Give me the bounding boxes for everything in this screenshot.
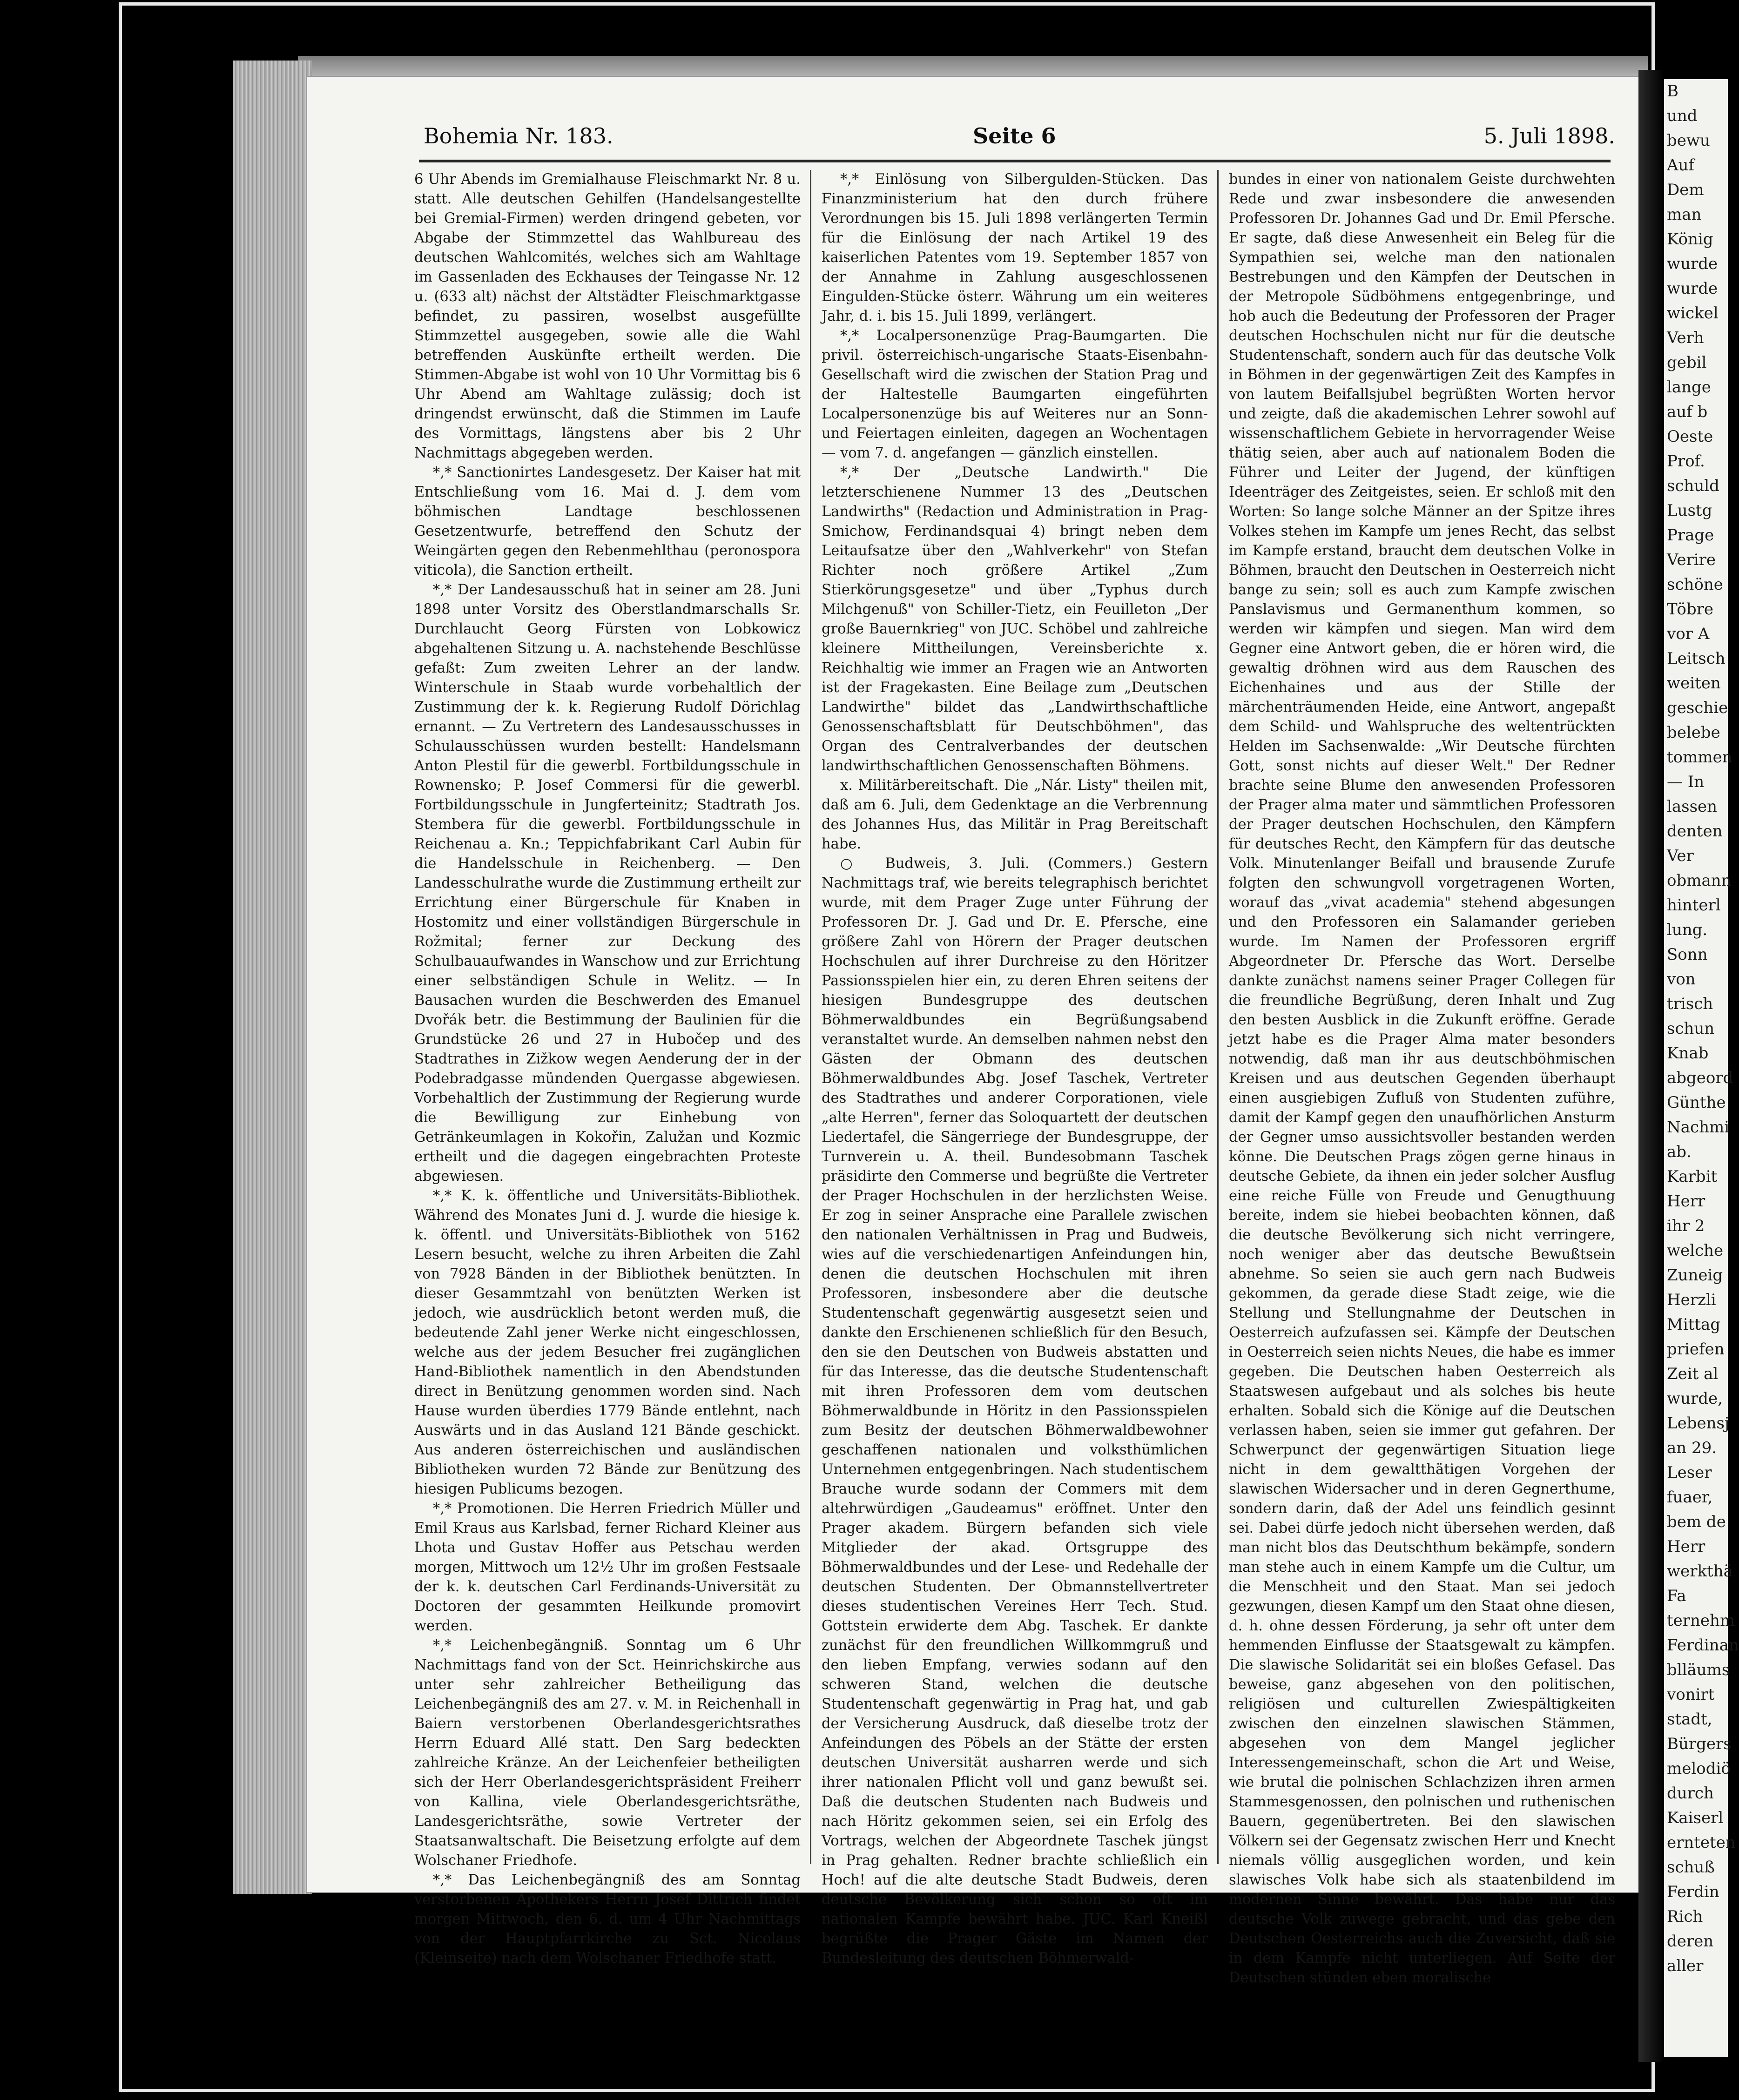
adjacent-page-line: an 29. [1667,1439,1717,1457]
adjacent-page-line: Kaiserl [1667,1809,1724,1827]
text-column-3 [1229,170,1615,1986]
adjacent-page-line: Leitsch [1667,649,1726,668]
adjacent-page-line: und [1667,107,1698,125]
page-stack-left-edge [233,61,312,1894]
adjacent-page-line: wickel [1667,304,1719,323]
adjacent-page-line: vonirt [1667,1685,1715,1704]
adjacent-page-line: Sonn [1667,945,1708,964]
article-promotionen: *,* Promotionen. Die Herren Friedrich Müller und Emil Kraus aus Karlsbad, ferner Richard Kleiner aus Lhota und Gustav Hoffer aus Petschau werden morgen, Mittwoch um 12½ Uhr im großen Festsaale der k. k. deutschen Carl Ferdinands-Universität zu Doctoren der gesammten Heilkunde promovirt werden. [414,1501,801,1634]
adjacent-page-line: schöne [1667,575,1723,594]
page-header [424,123,1615,156]
adjacent-page-line: schuld [1667,477,1719,495]
adjacent-page-line: wurde [1667,279,1718,298]
adjacent-page-line: Nachmi [1667,1118,1730,1137]
adjacent-page-line: belebe [1667,723,1720,742]
adjacent-page-line: welche [1667,1241,1724,1260]
adjacent-page-line: Zeit al [1667,1365,1719,1383]
adjacent-page-line: Karbit [1667,1167,1718,1186]
adjacent-page-line: Herr [1667,1537,1705,1556]
adjacent-page-line: deren [1667,1932,1714,1951]
article-universitaets-bibliothek: *,* K. k. öffentliche und Universitäts-Bibliothek. Während des Monates Juni d. J. wurde die hiesige k. k. öffentl. und Universitäts-Bibliothek von 5162 Lesern besucht, welche zu ihren Arbeiten die Zahl von 7928 Bänden in der Bibliothek benützten. In dieser Gesammtzahl von benützten Werken ist jedoch, wie ausdrücklich betont werden muß, die bedeutende Zahl jener Werke nicht eingeschlossen, welche aus der jedem Besucher frei zugänglichen Hand-Bibliothek namentlich in den Abendstunden direct in Benützung genommen worden sind. Nach Hause wurden überdies 1779 Bände entlehnt, nach Auswärts und in das Ausland 121 Bände geschickt. Aus anderen österreichischen und ausländischen Bibliotheken wurden 72 Bände zur Benützung des hiesigen Publicums bezogen. [414,1188,801,1497]
book-gutter [1638,70,1664,2062]
adjacent-page-line: Dem [1667,181,1704,199]
adjacent-page-line: Herr [1667,1192,1705,1211]
adjacent-page-line: König [1667,230,1713,249]
adjacent-page-line: von [1667,970,1696,989]
adjacent-page-line: Rich [1667,1907,1703,1926]
adjacent-page-line: ihr 2 [1667,1217,1705,1235]
header-publication-issue: Bohemia Nr. 183. [424,123,613,148]
adjacent-page-line: melodiö [1667,1759,1731,1778]
adjacent-page-line: abgeord [1667,1069,1733,1087]
article-budweis-commers: ○ Budweis, 3. Juli. (Commers.) Gestern Nachmittags traf, wie bereits telegraphisch berichtet wurde, mit dem Prager Zuge unter Führung der Professoren Dr. J. Gad und Dr. E. Pfersche, eine größere Zahl von Hörern der Prager deutschen Hochschulen auf ihrer Durchreise zu den Höritzer Passionsspielen hier ein, zu deren Ehren seitens der hiesigen Bundesgruppe des deutschen Böhmerwaldbundes ein Begrüßungsabend veranstaltet wurde. An demselben nahmen nebst den Gästen der Obmann des deutschen Böhmerwaldbundes Abg. Josef Taschek, Vertreter des Stadtrathes und anderer Corporationen, viele „alte Herren", ferner das Soloquartett der deutschen Liedertafel, die Sängerriege der Bundesgruppe, der Turnverein u. A. theil. Bundesobmann Taschek präsidirte den Commerse und begrüßte die Vertreter der Prager Hochschulen in der herzlichsten Weise. Er zog in seiner Ansprache eine Parallele zwischen den nationalen Verhältnissen in Prag und Budweis, wies auf die verschiedenartigen Anfeindungen hin, denen die deutschen Hochschulen mit ihren Professoren, insbesondere aber die deutsche Studentenschaft gegenwärtig ausgesetzt seien und dankte den Erschienenen schließlich für den Besuch, den sie den Deutschen von Budweis abstatten und für das Interesse, das die deutsche Studentenschaft mit ihren Professoren dem vom deutschen Böhmerwaldbunde in Höritz in den Passionsspielen zum Besitz der deutschen Böhmerwaldbewohner geschaffenen nationalen und volksthümlichen Unternehmen entgegenbringen. Nach studentischem Brauche wurde sodann der Commers mit dem altehrwürdigen „Gaudeamus" eröffnet. Unter den Prager akadem. Bürgern befanden sich viele Mitglieder der akad. Ortsgruppe des Böhmerwaldbundes und der Lese- und Redehalle der deutschen Studenten. Der Obmannstellvertreter dieses studentischen Vereines Herr Tech. Stud. Gottstein erwiderte dem Abg. Taschek. Er dankte zunächst für den freundlichen Willkommgruß und den lieben Empfang, verwies sodann auf den schweren Stand, welchen die deutsche Studentenschaft gegenwärtig in Prag hat, und gab der Versicherung Ausdruck, daß dieselbe trotz der Anfeindungen des Pöbels an der Stätte der ersten deutschen Universität ausharren werde und sich ihrer nationalen Pflicht voll und ganz bewußt sei. Daß die deutschen Studenten nach Budweis und nach Höritz gekommen seien, sei ein Erfolg des Vortrags, welchen der Abgeordnete Taschek jüngst in Prag gehalten. Redner brachte schließlich ein Hoch! auf die alte deutsche Stadt Budweis, deren deutsche Bevölkerung sich schon so oft im nationalen Kampfe bewährt habe. JUC. Karl Kneißl begrüßte die Prager Gäste im Namen der Bundesleitung des deutschen Böhmerwald- [822,855,1208,1966]
article-deutsche-landwirth: *,* Der „Deutsche Landwirth." Die letzterschienene Nummer 13 des „Deutschen Landwirths" (Redaction und Administration in Prag-Smichow, Ferdinandsquai 4) bringt neben dem Leitaufsatze über den „Wahlverkehr" von Stefan Richter noch größere Artikel „Zum Stierkörungsgesetze" und über „Typhus durch Milchgenuß" von Schiller-Tietz, ein Feuilleton „Der große Bauernkrieg" von JUC. Schöbel und zahlreiche kleinere Mittheilungen, Vereinsberichte x. Reichhaltig wie immer an Fragen wie an Antworten ist der Fragekasten. Eine Beilage zum „Deutschen Landwirthe" bildet das „Landwirthschaftliche Genossenschaftsblatt für Deutschböhmen", das Organ des Centralverbandes der deutschen landwirthschaftlichen Genossenschaften Böhmens. [822,464,1208,774]
adjacent-page-line: Knab [1667,1044,1709,1063]
adjacent-page-line: schun [1667,1019,1715,1038]
adjacent-page-line: gebil [1667,353,1707,372]
adjacent-page-line: weiten [1667,674,1721,693]
adjacent-page-line: blläums [1667,1661,1730,1679]
adjacent-page-line: Ferdin [1667,1883,1719,1901]
article-silbergulden: *,* Einlösung von Silbergulden-Stücken. Das Finanzministerium hat den durch frühere Verordnungen bis 15. Juli 1898 verlängerten Termin für die Einlösung der nach Artikel 19 des kaiserlichen Patentes vom 19. September 1857 von der Annahme in Zahlung ausgeschlossenen Eingulden-Stücke österr. Währung um ein weiteres Jahr, d. i. bis 15. Juli 1899, verlängert. [822,171,1208,324]
adjacent-page-line: obmann [1667,871,1732,890]
adjacent-page-line: ternehm [1667,1611,1735,1630]
adjacent-page-line: priefen [1667,1340,1725,1359]
adjacent-page-line: auf b [1667,403,1708,421]
adjacent-page-line: lung. [1667,921,1708,939]
adjacent-page-line: Mittag [1667,1315,1721,1334]
column-divider [810,170,811,1864]
article-militaerbereitschaft: x. Militärbereitschaft. Die „Nár. Listy" theilen mit, daß am 6. Juli, dem Gedenktage an die Verbrennung des Johannes Hus, das Militär in Prag Bereitschaft habe. [822,777,1208,852]
adjacent-page-line: trisch [1667,995,1713,1013]
adjacent-page-line: Prage [1667,526,1714,545]
adjacent-page-line: B [1667,82,1678,101]
adjacent-page-line: Zuneig [1667,1266,1723,1285]
article-paragraph: 6 Uhr Abends im Gremialhause Fleischmarkt Nr. 8 u. statt. Alle deutschen Gehilfen (Handelsangestellte bei Gremial-Firmen) werden dringend gebeten, vor Abgabe der Stimmzettel das Wahlbureau des deutschen Wahlcomités, welches sich am Wahltage im Gassenladen des Eckhauses der Teingasse Nr. 12 u. (633 alt) nächst der Altstädter Fleischmarktgasse befindet, zu passiren, woselbst ausgefüllte Stimmzettel ausgegeben, sowie alle die Wahl betreffenden Auskünfte ertheilt werden. Die Stimmen-Abgabe ist wohl von 10 Uhr Vormittag bis 6 Uhr Abend am Wahltage zulässig; doch ist dringendst erwünscht, daß die Stimmen im Laufe des Vormittags, längstens aber bis 2 Uhr Nachmittags abgegeben werden. [414,171,801,461]
adjacent-page-line: Leser [1667,1463,1712,1482]
header-page-number: Seite 6 [973,123,1056,148]
adjacent-page-line: stadt, [1667,1710,1712,1729]
adjacent-page-line: aller [1667,1957,1704,1975]
adjacent-page-line: Oeste [1667,427,1713,446]
adjacent-page-line: fuaer, [1667,1488,1713,1507]
column-divider [1217,170,1219,1864]
article-leichenbegaengniss-dittrich: *,* Das Leichenbegängniß des am Sonntag verstorbenen Apothekers Herrn Josef Dittrich findet morgen Mittwoch, den 6. d. um 4 Uhr Nachmittags von der Hauptpfarrkirche zu Sct. Nicolaus (Kleinseite) nach dem Wolschaner Friedhofe statt. [414,1872,801,1966]
adjacent-page-line: hinterl [1667,896,1721,915]
text-column-1 [414,170,801,1966]
header-rule [419,160,1611,162]
adjacent-page-line: Fa [1667,1587,1686,1605]
article-sanctionirtes-landesgesetz: *,* Sanctionirtes Landesgesetz. Der Kaiser hat mit Entschließung vom 16. Mai d. J. dem vom böhmischen Landtage beschlossenen Gesetzentwurfe, betreffend den Schutz der Weingärten gegen den Rebenmehlthau (peronospora viticola), die Sanction ertheilt. [414,464,801,579]
article-landesausschuss: *,* Der Landesausschuß hat in seiner am 28. Juni 1898 unter Vorsitz des Oberstlandmarschalls Sr. Durchlaucht Georg Fürsten von Lobkowicz abgehaltenen Sitzung u. A. nachstehende Beschlüsse gefaßt: Zum zweiten Lehrer an der landw. Winterschule in Staab wurde vorbehaltlich der Zustimmung der k. k. Regierung Rudolf Dörichlag ernannt. — Zu Vertretern des Landesausschusses in Schulausschüssen wurden bestellt: Handelsmann Anton Plestil für die gewerbl. Fortbildungsschule in Rownensko; P. Josef Commersi für die gewerbl. Fortbildungsschule in Jungferteinitz; Stadtrath Jos. Stembera für die gewerbl. Fortbildungsschule in Reichenau a. Kn.; Teppichfabrikant Carl Aubin für die Handelsschule in Reichenberg. — Den Landesschulrathe wurde die Zustimmung ertheilt zur Errichtung einer Bürgerschule für Knaben in Hostomitz und einer vollständigen Bürgerschule in Rožmital; ferner zur Deckung des Schulbauaufwandes in Wanschow und zur Errichtung einer selbständigen Schule in Welitz. — In Bausachen wurden die Beschwerden des Emanuel Dvořák betr. die Bestimmung der Baulinien für die Grundstücke 26 und 27 in Hubočep und des Stadtrathes in Zižkow wegen Aenderung der in der Podebradgasse mündenden Quergasse abgewiesen. Vorbehaltlich der Zustimmung der Regierung wurde die Bewilligung zur Einhebung von Getränkeumlagen in Kokořin, Zalužan und Kozmic ertheilt und die dagegen eingebrachten Proteste abgewiesen. [414,582,801,1185]
adjacent-page-line: Bürgers [1667,1735,1732,1753]
adjacent-page-line: wurde, [1667,1389,1723,1408]
adjacent-page-line: geschie [1667,699,1728,717]
adjacent-page-line: denten [1667,822,1723,841]
adjacent-page-line: Lebensj [1667,1414,1730,1433]
adjacent-page-line: lassen [1667,797,1718,816]
adjacent-page-line: — In [1667,773,1705,791]
adjacent-page-line: werkthä [1667,1562,1733,1581]
adjacent-page-line: ernteten [1667,1833,1736,1852]
header-date: 5. Juli 1898. [1483,123,1615,148]
adjacent-page-line: bem de [1667,1513,1726,1531]
newspaper-page [307,77,1638,1986]
adjacent-page-line: Verire [1667,551,1716,569]
adjacent-page-line: vor A [1667,625,1710,643]
adjacent-page-line: bewu [1667,131,1710,150]
adjacent-page-line: lange [1667,378,1711,397]
adjacent-page-line: Verh [1667,329,1704,347]
adjacent-page-line: schuß [1667,1858,1715,1877]
adjacent-page-line: Auf [1667,156,1695,175]
article-budweis-continued: bundes in einer von nationalem Geiste durchwehten Rede und zwar insbesondere die anwesenden Professoren Dr. Johannes Gad und Dr. Emil Pfersche. Er sagte, daß diese Anwesenheit ein Beleg für die Sympathien sei, welche man den nationalen Bestrebungen und den Kämpfen der Deutschen in der Metropole Südböhmens entgegenbringe, und hob auch die Bedeutung der Professoren der Prager deutschen Hochschulen nicht nur für die deutsche Studentenschaft, sondern auch für das deutsche Volk in Böhmen in der gegenwärtigen Zeit des Kampfes in von lautem Beifallsjubel begrüßten Worten hervor und zeigte, daß die akademischen Lehrer sowohl auf wissenschaftlichem Gebiete in hervorragender Weise thätig seien, aber auch auf nationalem Boden die Führer und Leiter der Jugend, der künftigen Ideenträger des Zeitgeistes, seien. Er schloß mit den Worten: So lange solche Männer an der Spitze ihres Volkes stehen im Kampfe um jenes Recht, das selbst im Kampfe erstand, braucht dem deutschen Volke in Böhmen, braucht den Deutschen in Oesterreich nicht bange zu sein; soll es auch zum Kampfe zwischen Panslavismus und Germanenthum kommen, so werden wir kämpfen und siegen. Man wird dem Gegner eine Antwort geben, die er hören wird, die gewaltig dröhnen wird aus dem Rauschen des Eichenhaines und aus der Stille der märchenträumenden Heide, eine Antwort, angepaßt dem Schild- und Wahlspruche des weltentrückten Helden im Sachsenwalde: „Wir Deutsche fürchten Gott, sonst nichts auf dieser Welt." Der Redner brachte seine Blume den anwesenden Professoren der Prager alma mater und sämmtlichen Professoren der Prager deutschen Hochschulen, den Kämpfern für deutsches Recht, den Kämpfern für das deutsche Volk. Minutenlanger Beifall und brausende Zurufe folgten den schwungvoll vorgetragenen Worten, worauf das „vivat academia" stehend abgesungen und den Professoren ein Salamander gerieben wurde. Im Namen der Professoren ergriff Abgeordneter Dr. Pfersche das Wort. Derselbe dankte zunächst namens seiner Prager Collegen für die freundliche Begrüßung, deren Inhalt und Zug den besten Ausblick in die Zukunft eröffne. Gerade jetzt habe es die Prager Alma mater besonders notwendig, daß man ihr aus deutschböhmischen Kreisen und aus deutschen Gegenden überhaupt einen ausgiebigen Zufluß von Studenten zuführe, damit der Kampf gegen den unaufhörlichen Ansturm der Gegner umso aussichtsvoller bestanden werden könne. Die Deutschen Prags zögen gerne hinaus in deutsche Gebiete, da ihnen ein jeder solcher Ausflug eine reiche Fülle von Freude und Genugthuung bereite, indem sie hiebei beobachten können, daß die deutsche Bevölkerung sich nicht verringere, noch weniger aber das deutsche Bewußtsein abnehme. So seien sie auch gern nach Budweis gekommen, da gerade diese Stadt zeige, wie die Stellung und Stellungnahme der Deutschen in Oesterreich aufzufassen sei. Kämpfe der Deutschen in Oesterreich seien nichts Neues, die habe es immer gegeben. Die Deutschen haben Oesterreich als Staatswesen aufgebaut und als solches bis heute erhalten. Sobald sich die Könige auf die Deutschen verlassen haben, seien sie immer gut gefahren. Der Schwerpunct der gegenwärtigen Situation liege nicht in dem gewaltthätigen Vorgehen der slawischen Widersacher und in deren Gegnerthume, sondern darin, daß der Adel uns feindlich gesinnt sei. Dabei dürfe jedoch nicht übersehen werden, daß man nicht blos das Deutschthum bekämpfe, sondern man stehe auch in einem Kampfe um die Cultur, um die Menschheit und den Staat. Man sei jedoch gezwungen, diesen Kampf um den Staat ohne diesen, d. h. ohne dessen Förderung, ja sehr oft unter dem hemmenden Einflusse der Staatsgewalt zu kämpfen. Die slawische Solidarität sei ein bloßes Gefasel. Das beweise, ganz abgesehen von den politischen, religiösen und culturellen Zwiespältigkeiten zwischen den einzelnen slawischen Stämmen, abgesehen von dem Mangel jeglicher Interessengemeinschaft, schon die Art und Weise, wie brutal die polnischen Schlachzizen ihren armen Stammesgenossen, den polnischen und ruthenischen Bauern, gegenübertreten. Bei den slawischen Völkern sei der Gegensatz zwischen Herr und Knecht niemals völlig ausgeglichen worden, und kein slawisches Volk habe sich als staatenbildend im modernen Sinne bewährt. Das habe nur das deutsche Volk zuwege gebracht, und das gebe den Deutschen Oesterreichs auch die Zuversicht, daß sie in dem Kampfe nicht unterliegen. Auf Seite der Deutschen stünden eben moralische [1229,171,1615,1986]
adjacent-page-line: wurde [1667,255,1718,273]
article-localpersonenzuege: *,* Localpersonenzüge Prag-Baumgarten. Die privil. österreichisch-ungarische Staats-Eisenbahn-Gesellschaft wird die zwischen der Station Prag und der Haltestelle Baumgarten eingeführten Localpersonenzüge bis auf Weiteres nur an Sonn- und Feiertagen einleiten, dagegen an Wochentagen — vom 7. d. angefangen — gänzlich einstellen. [822,328,1208,461]
text-column-2 [822,170,1208,1966]
adjacent-page-line: man [1667,205,1702,224]
adjacent-page-line: Günthe [1667,1093,1726,1112]
adjacent-page-line: Ferdinan [1667,1636,1739,1655]
adjacent-page-line: ab. [1667,1143,1692,1161]
adjacent-page-line: Herzli [1667,1291,1716,1309]
adjacent-page-line: Töbre [1667,600,1713,619]
adjacent-page-fragment [1664,79,1739,2057]
article-leichenbegaengniss: *,* Leichenbegängniß. Sonntag um 6 Uhr Nachmittags fand von der Sct. Heinrichskirche aus unter sehr zahlreicher Betheiligung das Leichenbegängniß des am 27. v. M. in Reichenhall in Baiern verstorbenen Oberlandesgerichtsrathes Herrn Eduard Allé statt. Den Sarg bedeckten zahlreiche Kränze. An der Leichenfeier betheiligten sich der Herr Oberlandesgerichtspräsident Freiherr von Kallina, viele Oberlandesgerichtsräthe, Landesgerichtsräthe, sowie Vertreter der Staatsanwaltschaft. Die Beisetzung erfolgte auf dem Wolschaner Friedhofe. [414,1637,801,1869]
adjacent-page-line: Ver [1667,847,1694,865]
adjacent-page-line: Prof. [1667,452,1705,471]
adjacent-page-line: Lustg [1667,501,1712,520]
adjacent-page-line: tommen [1667,748,1732,767]
adjacent-page-line: durch [1667,1784,1714,1803]
